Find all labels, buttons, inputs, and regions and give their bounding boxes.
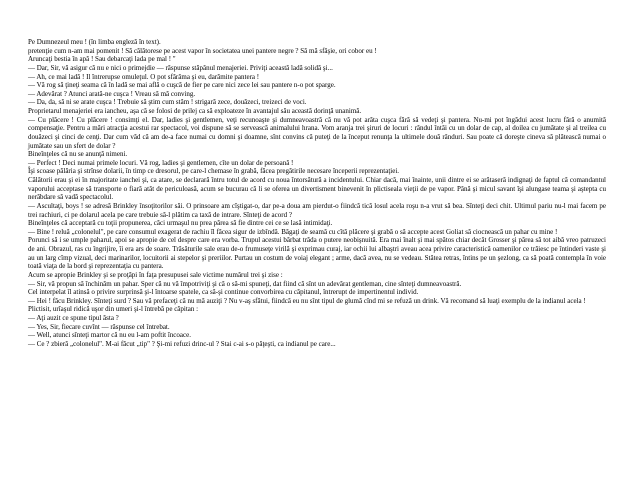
paragraph-10: — Cu plăcere ! Cu plăcere ! consimţi el. Dar, ladies şi gentlemen, veţi recunoaşte şi dumneavoastră că nu vă pot arăta cuşca fără să vedeţi şi pantera. Nu-mi pot îngădui acest lucru fără o anumită compensaţie. Pentru a mări atracţia acestui rar spectacol, voi dispune să se servească animalului hrana. Vom aranja trei şiruri de locuri : rândul întâi cu un dolar de cap, al doilea cu jumătate şi al treilea cu douăzeci şi cinci de cenţi. Dar cum văd că am de-a face numai cu domni şi doamne, sînt convins că puteţi de la început renunţa la ultimele două rânduri. Sau poate că doreşte cineva să plătească numai o jumătate sau un sfert de dolar ? [28,115,606,150]
paragraph-5: — Ah, ce mai ladă ! Il întrerupse omuleţul. O pot sfărâma şi eu, darămite pantera ! [28,72,260,81]
paragraph-3: Aruncaţi bestia în apă ! Sau debarcaţi lada pe mal ! " [28,55,176,64]
paragraph-12: — Perfect ! Deci numai primele locuri. Vă rog, ladies şi gentlemen, cîte un dolar de persoană ! [28,158,294,167]
paragraph-14: Călătorii erau şi ei în majoritate ianchei şi, ca atare, se declarară întru totul de acord cu noua întorsătură a incidentului. Chiar dacă, mai înainte, unii dintre ei se arătaseră indignaţi de faptul că comandantul vaporului acceptase să transporte o fiară atât de periculoasă, acum se bucurau că li se oferea un divertisment binevenit în plictiseala vieţii de pe vapor. Până şi micul savant îşi alungase teama şi aştepta cu nerăbdare să vadă spectacolul. [28,176,606,202]
paragraph-26: — Well, atunci sînteţi martor că nu eu l-am poftit încoace. [28,331,191,340]
paragraph-24: — Aţi auzit ce spune tipul ăsta ? [28,314,119,322]
paragraph-22: — Hei ! făcu Brinkley. Sînteţi surd ? Sau vă prefaceţi că nu mă auziţi ? Nu v-aş sfătui, fiindcă eu nu sînt tipul de glumă cînd mi se refuză un drink. Vă recomand să luaţi exemplu de la indianul acela ! [28,296,586,305]
paragraph-19: Acum se apropie Brinkley şi se proţăpi în faţa presupusei sale victime numărul trei şi zise : [28,270,283,279]
paragraph-11: Bineînţeles că nu se anunţă nimeni. [28,150,128,159]
document-page [28,38,606,349]
paragraph-6: — Vă rog să ţineţi seama că în ladă se mai află o cuşcă de fier pe care nici zece lei sau pantere n-o pot sparge. [28,81,336,90]
paragraph-25: — Yes, Sir, fiecare cuvînt — răspunse cel întrebat. [28,322,170,331]
paragraph-9: Proprietarul menajeriei era iancheu, aşa că se folosi de prilej ca să exploateze în avantajul său această dorinţă unanimă. [28,107,362,115]
paragraph-1: Pe Dumnezeul meu ! (în limba engleză în text). [28,38,161,46]
paragraph-15: — Ascultaţi, boys ! se adresă Brinkley însoţitorilor săi. O prinsoare am cîştigat-o, dar pe-a doua am pierdut-o fiindcă tică losul acela roşu n-a vrut să bea. Sînteţi deci chit. Ultimul pariu nu-l mai facem pe trei rachiuri, ci pe dolarul acela pe care trebuie să-l plătim ca taxă de intrare. Sînteţi de acord ? [28,201,606,219]
paragraph-13: Îşi scoase pălăria şi strînse dolarii, în timp ce dresorul, pe care-l chemase în grabă, făcea pregătirile necesare începerii reprezentaţiei. [28,167,400,176]
paragraph-27: — Ce ? zbieră „colonelul". M-ai făcut „tip" ? Şi-mi refuzi drinc-ul ? Stai c-ai s-o păţeşti, ca indianul pe care... [28,339,336,348]
paragraph-7: — Adevărat ? Atunci arată-ne cuşca ! Vreau să mă conving. [28,89,196,98]
paragraph-8: — Da, da, să ni se arate cuşca ! Trebuie să ştim cum stăm ! strigară zece, douăzeci, treizeci de voci. [28,98,307,107]
paragraph-2: pretenţie cum n-am mai pomenit ! Să călătorese pe acest vapor în societatea unei pantere negre ? Să mă sfâşie, ori cobor eu ! [28,46,377,55]
paragraph-20: — Sir, vă propun să închinăm un pahar. Sper că nu vă împotriviţi şi că o să-mi spuneţi, dat fiind că sînt un adevărat gentleman, cine sînteţi dumneavoastră. [28,279,462,288]
paragraph-4: — Dar, Sir, vă asigur că nu e nici o primejdie — răspunse stăpânul menajeriei. Priviţi această ladă solidă şi... [28,63,333,72]
paragraph-16: Bineînţeles că acceptară cu toţii propunerea, căci urmaşul nu prea părea să fie dintre cei ce se lasă intimidaţi. [28,219,333,228]
paragraph-17: — Bine ! reluă „colonelul", pe care consumul exagerat de rachiu îl făcea sigur de izbîndă. Băgaţi de seamă cu cîtă plăcere şi grabă o să accepte acest Goliat să ciocnească un pahar cu mine ! [28,227,558,236]
paragraph-18: Porunci să i se umple paharul, apoi se apropie de cel despre care era vorba. Trupul acestui bărbat trăda o putere neobişnuită. Era mai înalt şi mai spătos chiar decât Grosser şi părea să tot aibă vreo patruzeci de ani. Obrazul, ras cu îngrijire, îi era ars de soare. Trăsăturile sale erau de-o frumuseţe virilă şi exprimau curaj, iar ochii lui albaştri aveau acea privire caracteristică oamenilor ce trăiesc pe întinderi vaste şi au un larg cîmp vizual, deci marinarilor, locuitorii ai stepelor şi preriilor. Purtau un costum de voiaj elegant ; arme, dacă avea, nu se vedeau. Stătea retras, întins pe un şezlong, ca să poată contempla în voie toată viaţa de la bord şi reprezentaţia cu pantera. [28,236,606,271]
paragraph-23: Plictisit, urîaşul ridică uşor din umeri şi-l întrebă pe căpitan : [28,305,199,314]
paragraph-21: Cel interpelat îl atinsă o privire surprinsă şi-l întoarse spatele, ca să-şi continue convorbirea cu căpitanul, întrerupt de impertinentul individ. [28,288,419,297]
